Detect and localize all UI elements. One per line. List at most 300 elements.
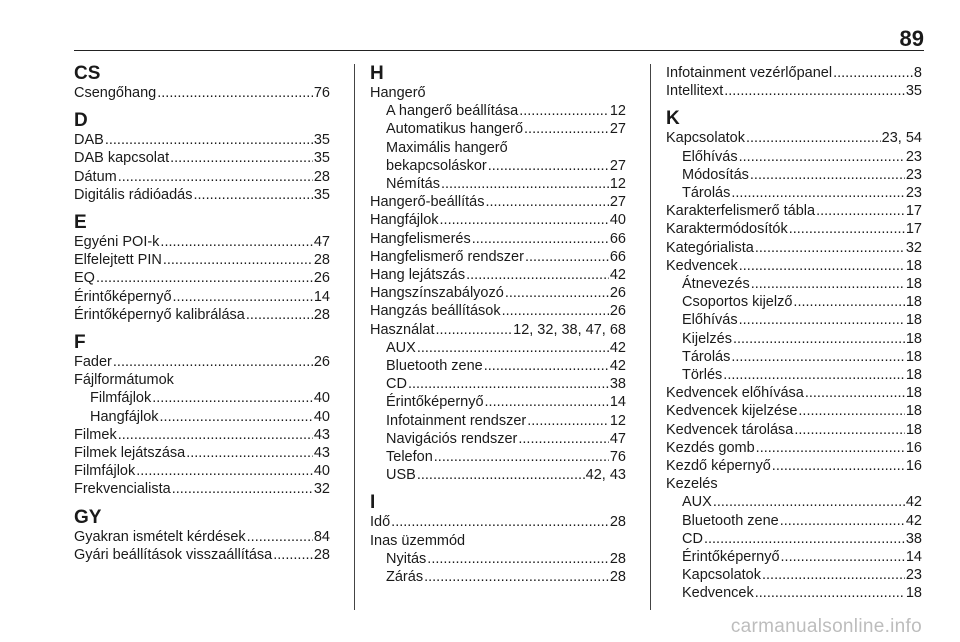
index-entry: [666, 220, 922, 238]
index-entry: [74, 149, 330, 167]
index-subentry: [666, 366, 922, 384]
dot-leader: [502, 302, 609, 320]
index-subentry: [370, 430, 626, 448]
index-term: Átnevezés: [682, 276, 750, 293]
index-entry: [370, 284, 626, 302]
page-reference: 17: [905, 203, 922, 220]
index-entry: [370, 211, 626, 229]
index-entry: [74, 251, 330, 269]
index-subentry: [370, 120, 626, 138]
index-subentry: [370, 466, 626, 484]
dot-leader: [505, 284, 609, 302]
index-term: Használat: [370, 321, 435, 338]
index-entry: [666, 64, 922, 82]
index-subentry: [370, 157, 626, 175]
page-reference: 18: [905, 421, 922, 438]
dot-leader: [417, 466, 585, 484]
page-reference: 26: [609, 303, 626, 320]
page-reference: 23, 54: [881, 130, 922, 147]
index-entry: [666, 239, 922, 257]
index-term: Hangszínszabályozó: [370, 285, 504, 302]
index-subentry: [666, 275, 922, 293]
index-entry: [370, 193, 626, 211]
index-term: Kezelés: [666, 476, 718, 493]
dot-leader: [408, 375, 609, 393]
index-term: Törlés: [682, 367, 723, 384]
dot-leader: [527, 412, 609, 430]
index-term: Digitális rádióadás: [74, 186, 193, 203]
index-term: Elfelejtett PIN: [74, 252, 162, 269]
page-reference: 28: [313, 546, 330, 563]
index-term: Érintőképernyő: [386, 394, 484, 411]
page-reference: 16: [905, 439, 922, 456]
page-reference: 18: [905, 403, 922, 420]
index-subentry: [370, 550, 626, 568]
dot-leader: [723, 366, 905, 384]
dot-leader: [524, 120, 609, 138]
index-subentry: [666, 548, 922, 566]
page-reference: 76: [313, 85, 330, 101]
index-term: Dátum: [74, 168, 117, 185]
dot-leader: [152, 389, 313, 407]
index-entry: [370, 230, 626, 248]
page-reference: 38: [905, 530, 922, 547]
page-reference: 18: [905, 585, 922, 602]
index-term: USB: [386, 467, 416, 484]
index-entry: [370, 248, 626, 266]
section-letter: F: [74, 332, 86, 354]
dot-leader: [772, 457, 905, 475]
dot-leader: [789, 220, 905, 238]
index-entry: [74, 233, 330, 251]
index-term: Érintőképernyő: [682, 549, 780, 566]
page-reference: 38: [609, 376, 626, 393]
index-term: Kedvencek: [666, 257, 738, 274]
section-letter: GY: [74, 506, 102, 528]
index-term: Bluetooth zene: [386, 358, 483, 375]
dot-leader: [731, 348, 905, 366]
index-entry: [74, 353, 330, 371]
index-term: DAB kapcsolat: [74, 150, 170, 167]
index-entry: [666, 129, 922, 147]
page-reference: 14: [905, 549, 922, 566]
dot-leader: [780, 512, 905, 530]
index-entry: [666, 457, 922, 475]
index-entry: [370, 532, 626, 550]
index-entry: [74, 462, 330, 480]
dot-leader: [755, 239, 905, 257]
index-term: Gyári beállítások visszaállítása: [74, 546, 273, 563]
page-reference: 23: [905, 166, 922, 183]
index-term: Automatikus hangerő: [386, 121, 524, 138]
index-column-2: [370, 64, 626, 586]
index-term: Fader: [74, 354, 112, 371]
dot-leader: [173, 288, 313, 306]
index-entry: [666, 475, 922, 493]
page-reference: 42, 43: [585, 467, 626, 484]
index-term: CD: [386, 376, 407, 393]
page-reference: 47: [609, 430, 626, 447]
index-subentry: [74, 408, 330, 426]
dot-leader: [247, 528, 313, 546]
index-term: Navigációs rendszer: [386, 430, 518, 447]
section-letter: I: [370, 492, 376, 514]
dot-leader: [434, 448, 609, 466]
index-term: Hangerő: [370, 85, 426, 101]
column-divider: [354, 64, 355, 610]
index-subentry: [666, 293, 922, 311]
index-subentry: [666, 330, 922, 348]
dot-leader: [793, 293, 904, 311]
dot-leader: [485, 193, 608, 211]
page-reference: 28: [313, 252, 330, 269]
index-subentry: [74, 389, 330, 407]
dot-leader: [163, 251, 313, 269]
index-entry: [74, 371, 330, 389]
dot-leader: [96, 269, 313, 287]
index-term: Hangfelismerő rendszer: [370, 248, 524, 265]
index-entry: [74, 269, 330, 287]
index-entry: [74, 84, 330, 102]
index-entry: [74, 426, 330, 444]
page-reference: 16: [905, 458, 922, 475]
page-reference: 27: [609, 157, 626, 174]
index-term: Hangzás beállítások: [370, 303, 501, 320]
index-term: Filmfájlok: [90, 390, 152, 407]
index-term: Csoportos kijelző: [682, 294, 793, 311]
page-reference: 28: [313, 168, 330, 185]
index-entry: [74, 306, 330, 324]
page-reference: 12: [609, 103, 626, 120]
index-entry: [666, 202, 922, 220]
index-term: Érintőképernyő kalibrálása: [74, 306, 245, 323]
column-divider: [650, 64, 651, 610]
index-term: Telefon: [386, 449, 433, 466]
page-reference: 18: [905, 276, 922, 293]
index-term: Filmfájlok: [74, 463, 136, 480]
index-term: Infotainment vezérlőpanel: [666, 65, 833, 81]
page-reference: 42: [905, 494, 922, 511]
dot-leader: [762, 566, 905, 584]
page-reference: 28: [609, 514, 626, 531]
index-term: Zárás: [386, 569, 424, 586]
dot-leader: [739, 311, 905, 329]
page-reference: 76: [609, 449, 626, 466]
index-entry: [370, 513, 626, 531]
index-term: Módosítás: [682, 166, 749, 183]
dot-leader: [816, 202, 905, 220]
index-term: Kezdés gomb: [666, 439, 755, 456]
page-reference: 43: [313, 426, 330, 443]
dot-leader: [273, 546, 313, 564]
index-subentry: [666, 530, 922, 548]
dot-leader: [488, 157, 609, 175]
dot-leader: [794, 421, 905, 439]
index-entry: [666, 257, 922, 275]
page-reference: 26: [313, 270, 330, 287]
dot-leader: [472, 230, 609, 248]
page-reference: 42: [609, 339, 626, 356]
index-term: A hangerő beállítása: [386, 103, 519, 120]
section-letter: K: [666, 108, 680, 130]
index-term: Gyakran ismételt kérdések: [74, 528, 246, 545]
index-term: Infotainment rendszer: [386, 412, 527, 429]
page-reference: 28: [609, 550, 626, 567]
index-term: Előhívás: [682, 148, 738, 165]
index-column-1: [74, 64, 330, 564]
page-reference: 18: [905, 367, 922, 384]
index-entry: [74, 480, 330, 498]
dot-leader: [193, 186, 312, 204]
dot-leader: [172, 480, 313, 498]
dot-leader: [105, 131, 313, 149]
page-reference: 14: [609, 394, 626, 411]
dot-leader: [391, 513, 609, 531]
index-term: Kedvencek tárolása: [666, 421, 794, 438]
page-reference: 23: [905, 148, 922, 165]
page-reference: 27: [609, 194, 626, 211]
index-term: Intellitext: [666, 83, 724, 100]
dot-leader: [424, 568, 609, 586]
index-entry: [74, 546, 330, 564]
index-term: Némítás: [386, 176, 440, 193]
index-term: Bluetooth zene: [682, 512, 779, 529]
index-entry: [370, 266, 626, 284]
index-subentry: [370, 393, 626, 411]
page-reference: 18: [905, 312, 922, 329]
index-subentry: [370, 568, 626, 586]
index-term: Hangerő-beállítás: [370, 194, 485, 211]
dot-leader: [704, 530, 905, 548]
dot-leader: [739, 257, 905, 275]
page-reference: 42: [609, 358, 626, 375]
index-term: Filmek: [74, 426, 117, 443]
index-term: EQ: [74, 270, 95, 287]
index-column-3: [666, 64, 922, 603]
page-reference: 28: [609, 569, 626, 586]
section-letter: H: [370, 63, 384, 84]
index-term: AUX: [682, 494, 712, 511]
index-term: Kapcsolatok: [666, 130, 745, 147]
page-reference: 17: [905, 221, 922, 238]
page-reference: 8: [913, 65, 922, 81]
index-term: DAB: [74, 132, 104, 149]
page-reference: 26: [609, 285, 626, 302]
index-entry: [666, 82, 922, 100]
index-term: Tárolás: [682, 185, 731, 202]
dot-leader: [466, 266, 609, 284]
page-reference: 18: [905, 330, 922, 347]
dot-leader: [781, 548, 905, 566]
section-letter: E: [74, 212, 87, 234]
dot-leader: [751, 275, 905, 293]
index-term: Nyitás: [386, 550, 427, 567]
index-entry: [74, 444, 330, 462]
dot-leader: [798, 402, 904, 420]
dot-leader: [160, 408, 313, 426]
index-term: Karakterfelismerő tábla: [666, 203, 816, 220]
dot-leader: [441, 175, 609, 193]
page-reference: 12: [609, 412, 626, 429]
page-reference: 66: [609, 248, 626, 265]
dot-leader: [136, 462, 313, 480]
index-term: Kedvencek: [682, 585, 754, 602]
dot-leader: [118, 426, 313, 444]
dot-leader: [435, 321, 512, 339]
section-letter: D: [74, 110, 88, 132]
index-entry: [74, 528, 330, 546]
dot-leader: [118, 168, 313, 186]
page-reference: 27: [609, 121, 626, 138]
index-subentry: [370, 412, 626, 430]
dot-leader: [170, 149, 313, 167]
index-term: Kapcsolatok: [682, 567, 761, 584]
dot-leader: [733, 330, 905, 348]
dot-leader: [750, 166, 905, 184]
index-subentry: [666, 566, 922, 584]
page-reference: 40: [609, 212, 626, 229]
index-subentry: [370, 175, 626, 193]
index-entry: [74, 168, 330, 186]
page-reference: 26: [313, 354, 330, 371]
dot-leader: [724, 82, 905, 100]
index-subentry: [666, 311, 922, 329]
index-term: Előhívás: [682, 312, 738, 329]
dot-leader: [805, 384, 905, 402]
page-reference: 18: [905, 294, 922, 311]
watermark: carmanualsonline.info: [730, 616, 922, 637]
index-term: CD: [682, 530, 703, 547]
index-subentry: [370, 102, 626, 120]
index-subentry: [666, 512, 922, 530]
index-term: Hangfájlok: [370, 212, 439, 229]
page-reference: 35: [905, 83, 922, 100]
index-subentry: [666, 584, 922, 602]
index-subentry: [666, 184, 922, 202]
index-entry: [74, 131, 330, 149]
page-reference: 14: [313, 288, 330, 305]
page-reference: 66: [609, 230, 626, 247]
index-subentry: [666, 166, 922, 184]
index-subentry: [370, 139, 626, 157]
dot-leader: [440, 211, 609, 229]
index-subentry: [370, 339, 626, 357]
index-entry: [666, 384, 922, 402]
index-term: Filmek lejátszása: [74, 445, 186, 462]
index-term: Maximális hangerő: [386, 139, 508, 156]
page-reference: 84: [313, 528, 330, 545]
page-reference: 47: [313, 234, 330, 251]
index-term: Tárolás: [682, 348, 731, 365]
index-term: Hang lejátszás: [370, 267, 466, 284]
index-subentry: [370, 448, 626, 466]
page-reference: 42: [905, 512, 922, 529]
index-term: Egyéni POI-k: [74, 234, 160, 251]
page-reference: 18: [905, 257, 922, 274]
dot-leader: [519, 102, 609, 120]
index-term: Hangfájlok: [90, 408, 159, 425]
page-reference: 32: [905, 239, 922, 256]
dot-leader: [713, 493, 905, 511]
index-entry: [370, 321, 626, 339]
dot-leader: [246, 306, 313, 324]
index-term: Karaktermódosítók: [666, 221, 788, 238]
index-term: Idő: [370, 514, 391, 531]
index-entry: [666, 402, 922, 420]
index-term: bekapcsoláskor: [386, 157, 487, 174]
index-entry: [666, 439, 922, 457]
index-subentry: [370, 357, 626, 375]
dot-leader: [484, 357, 609, 375]
page-reference: 43: [313, 445, 330, 462]
dot-leader: [518, 430, 608, 448]
page-reference: 40: [313, 408, 330, 425]
index-term: Inas üzemmód: [370, 532, 466, 549]
page-reference: 32: [313, 481, 330, 498]
index-entry: [666, 421, 922, 439]
index-subentry: [370, 375, 626, 393]
dot-leader: [746, 129, 881, 147]
page-reference: 35: [313, 186, 330, 203]
index-subentry: [666, 493, 922, 511]
index-term: Kijelzés: [682, 330, 732, 347]
index-term: Fájlformátumok: [74, 372, 174, 389]
header-rule: [74, 50, 924, 51]
page-reference: 35: [313, 132, 330, 149]
dot-leader: [731, 184, 905, 202]
page-reference: 40: [313, 463, 330, 480]
dot-leader: [756, 439, 905, 457]
index-term: Hangfelismerés: [370, 230, 471, 247]
dot-leader: [186, 444, 313, 462]
page-reference: 23: [905, 185, 922, 202]
dot-leader: [739, 148, 905, 166]
index-term: Frekvencialista: [74, 481, 171, 498]
index-term: Csengőhang: [74, 85, 157, 101]
index-entry: [370, 84, 626, 102]
index-entry: [74, 288, 330, 306]
section-letter: CS: [74, 63, 101, 84]
page-reference: 23: [905, 567, 922, 584]
page-reference: 12, 32, 38, 47, 68: [513, 321, 626, 338]
index-term: AUX: [386, 339, 416, 356]
page-reference: 40: [313, 390, 330, 407]
dot-leader: [833, 64, 913, 82]
index-subentry: [666, 148, 922, 166]
page-reference: 28: [313, 306, 330, 323]
dot-leader: [417, 339, 609, 357]
index-term: Kezdő képernyő: [666, 458, 771, 475]
index-subentry: [666, 348, 922, 366]
dot-leader: [755, 584, 905, 602]
page-reference: 42: [609, 267, 626, 284]
index-entry: [74, 186, 330, 204]
dot-leader: [160, 233, 312, 251]
page-number: 89: [899, 26, 924, 51]
index-term: Kedvencek kijelzése: [666, 403, 798, 420]
page-reference: 18: [905, 348, 922, 365]
index-term: Kedvencek előhívása: [666, 385, 804, 402]
page-reference: 35: [313, 150, 330, 167]
index-entry: [370, 302, 626, 320]
dot-leader: [157, 84, 313, 102]
page-reference: 18: [905, 385, 922, 402]
dot-leader: [113, 353, 313, 371]
dot-leader: [485, 393, 609, 411]
index-term: Érintőképernyő: [74, 288, 172, 305]
page-reference: 12: [609, 176, 626, 193]
dot-leader: [525, 248, 609, 266]
